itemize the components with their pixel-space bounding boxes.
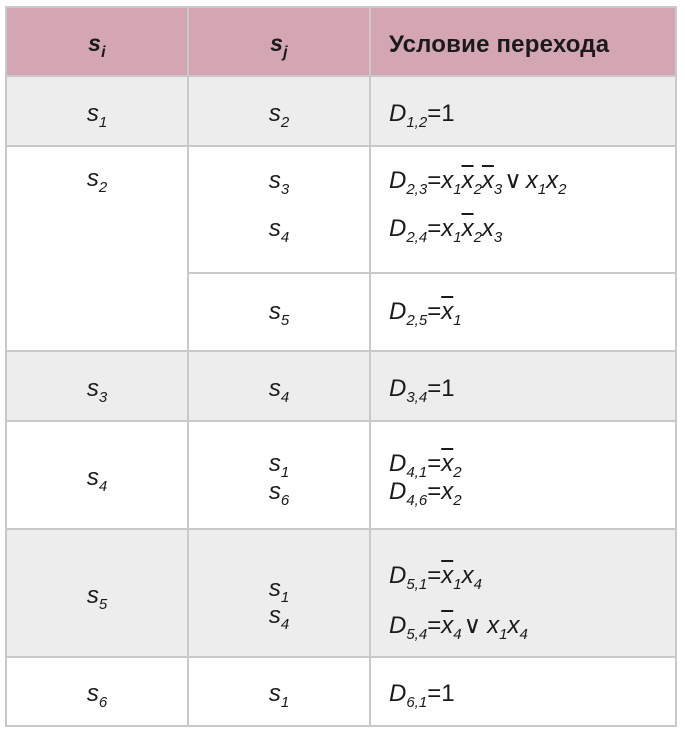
condition-formula: $D_{4,1}=\overline{x}_2$ bbox=[389, 450, 462, 481]
table-row bbox=[7, 77, 675, 147]
cell-si: $s_1$ bbox=[7, 77, 189, 145]
cell-sj: $s_1$ $s_4$ bbox=[189, 530, 371, 656]
table-row bbox=[7, 658, 675, 727]
condition-formula: $D_{4,6}=x_2$ bbox=[389, 478, 462, 509]
condition-formula: $D_{1,2}=1$ bbox=[389, 100, 455, 131]
cell-sj: $s_1$ bbox=[189, 658, 371, 727]
header-cell-condition: Условие перехода bbox=[389, 31, 610, 58]
cell-si: $s_2$ bbox=[7, 147, 189, 350]
cell-sj: $s_4$ bbox=[189, 352, 371, 420]
condition-formula: $D_{2,4}=x_1\overline{x}_2x_3$ bbox=[389, 215, 503, 246]
header-cell-si: $s_i$ bbox=[7, 8, 189, 75]
condition-formula: $D_{5,1}=\overline{x}_1x_4$ bbox=[389, 562, 482, 593]
condition-formula: $D_{6,1}=1$ bbox=[389, 680, 455, 711]
table-row bbox=[7, 530, 675, 658]
table-row bbox=[7, 147, 675, 352]
cell-condition bbox=[371, 147, 675, 350]
table-row bbox=[7, 352, 675, 422]
cell-sj: $s_3$ $s_4$ $s_5$ bbox=[189, 147, 371, 350]
cell-condition bbox=[371, 352, 675, 420]
row-divider bbox=[189, 272, 675, 274]
cell-condition bbox=[371, 658, 675, 727]
condition-formula: $D_{5,4}=\overline{x}_4\vee$ $x_1x_4$ bbox=[389, 612, 528, 643]
cell-si: $s_3$ bbox=[7, 352, 189, 420]
cell-si: $s_5$ bbox=[7, 530, 189, 656]
table-header-row bbox=[7, 8, 675, 77]
table-row bbox=[7, 422, 675, 530]
cell-condition bbox=[371, 422, 675, 528]
cell-si: $s_4$ bbox=[7, 422, 189, 528]
header-cell-sj: $s_j$ bbox=[189, 8, 371, 75]
cell-sj: $s_1$ $s_6$ bbox=[189, 422, 371, 528]
cell-si: $s_6$ bbox=[7, 658, 189, 727]
condition-formula: $D_{2,3}=x_1\overline{x}_2\overline{x}_3\vee$ $x_1x_2$ bbox=[389, 167, 567, 198]
condition-formula: $D_{3,4}=1$ bbox=[389, 375, 455, 406]
cell-sj: $s_2$ bbox=[189, 77, 371, 145]
cell-condition bbox=[371, 77, 675, 145]
transition-table bbox=[5, 6, 677, 727]
cell-condition bbox=[371, 530, 675, 656]
condition-formula: $D_{2,5}=\overline{x}_1$ bbox=[389, 298, 462, 329]
